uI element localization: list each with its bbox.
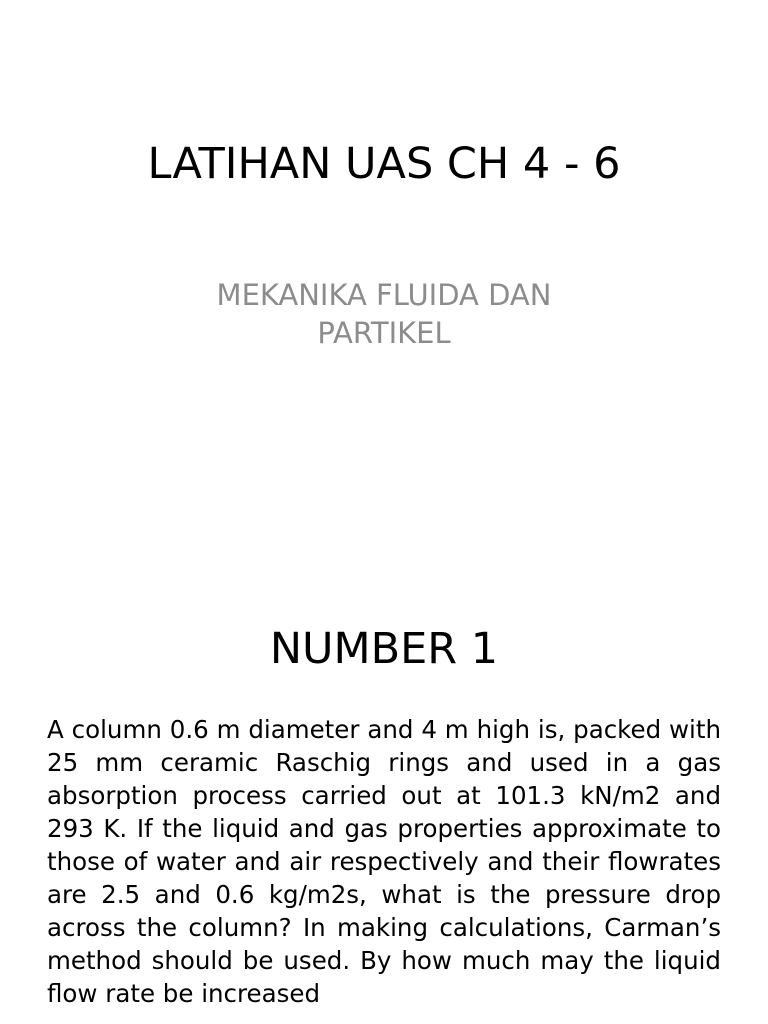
slide-subtitle: MEKANIKA FLUIDA DAN PARTIKEL [216, 278, 552, 350]
content-slide [0, 576, 768, 1024]
problem-text: A column 0.6 m diameter and 4 m high is, packed with 25 mm ceramic Raschig rings and used in a gas absorption process carried out at 101.3 kN/m2 and 293 K. If the liquid and gas properties approximate to those of water and air respectively and their flowrates are 2.5 and 0.6 kg/m2s, what is the pressure drop across the column? In making calculations, Carman’s method should be used. By how much may the liquid flow rate be increased [47, 715, 721, 1008]
problem-heading: NUMBER 1 [269, 624, 499, 674]
slide-title: LATIHAN UAS CH 4 - 6 [147, 139, 621, 189]
